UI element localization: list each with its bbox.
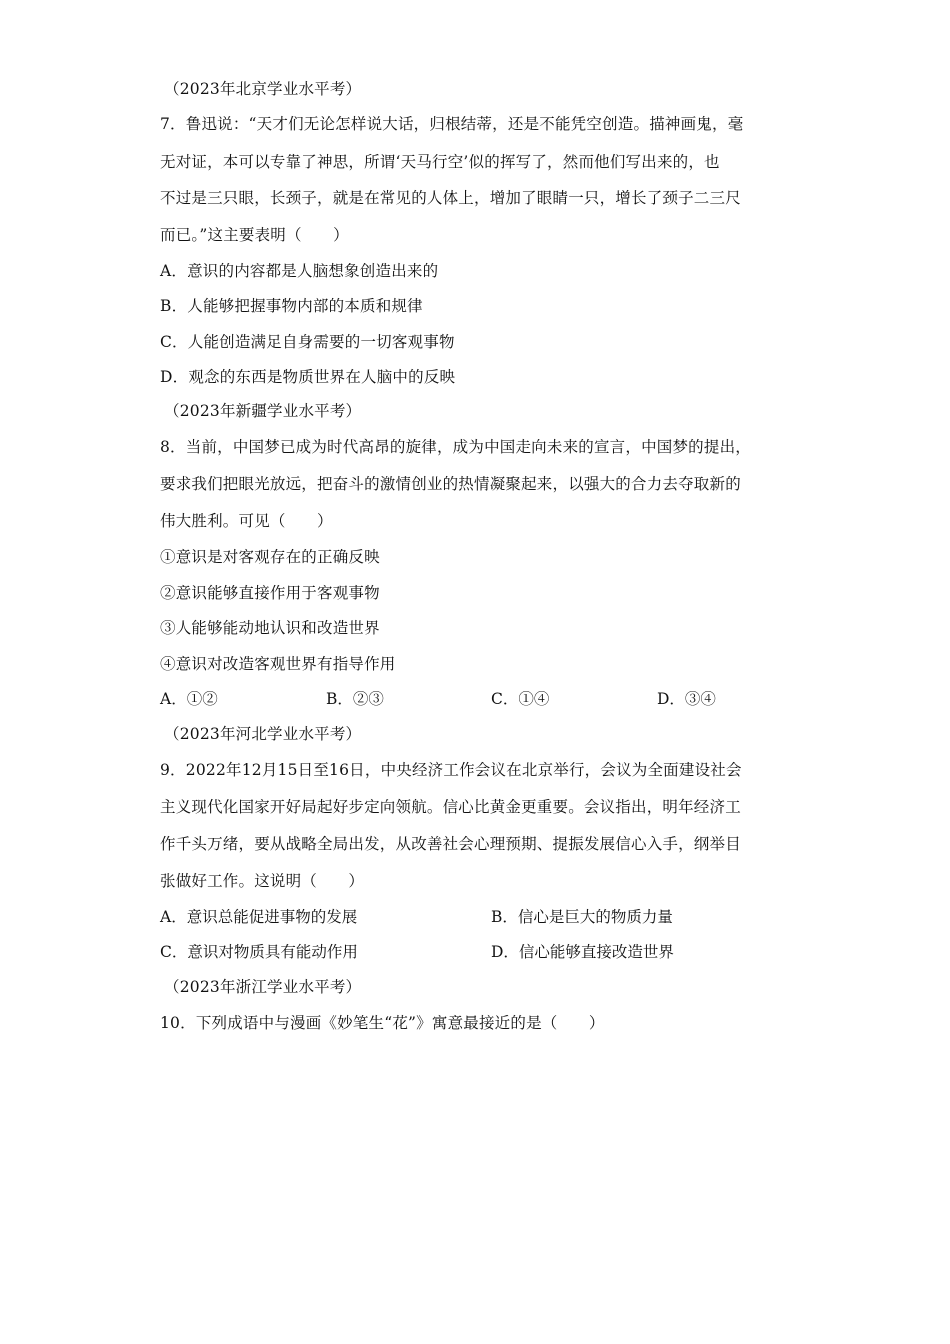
q7-option-c: C．人能创造满足自身需要的一切客观事物: [160, 333, 455, 351]
q8-option-b: B．②③: [326, 690, 384, 708]
q9-option-b: B．信心是巨大的物质力量: [491, 908, 673, 926]
q9-option-c: C．意识对物质具有能动作用: [160, 943, 358, 961]
q8-option-a: A．①②: [160, 690, 218, 708]
q8-statement-2: ②意识能够直接作用于客观事物: [160, 584, 380, 602]
q8-stem-line: 8．当前，中国梦已成为时代高昂的旋律，成为中国走向未来的宣言，中国梦的提出，: [160, 438, 751, 456]
q7-stem-line: 而已。”这主要表明（ ）: [160, 226, 349, 244]
q7-stem-line: 无对证，本可以专靠了神思，所谓‘天马行空’似的挥写了，然而他们写出来的，也: [160, 153, 720, 171]
q9-stem-line: 作千头万绪，要从战略全局出发，从改善社会心理预期、提振发展信心入手，纲举目: [160, 835, 741, 853]
q8-option-c: C．①④: [491, 690, 550, 708]
q7-source: （2023年北京学业水平考）: [164, 80, 362, 98]
q9-source: （2023年河北学业水平考）: [164, 725, 362, 743]
q7-option-d: D．观念的东西是物质世界在人脑中的反映: [160, 368, 456, 386]
q8-stem-line: 伟大胜利。可见（ ）: [160, 512, 333, 530]
q8-statement-3: ③人能够能动地认识和改造世界: [160, 619, 380, 637]
q9-stem-line: 9．2022年12月15日至16日，中央经济工作会议在北京举行，会议为全面建设社会: [160, 761, 742, 779]
q8-statement-1: ①意识是对客观存在的正确反映: [160, 548, 380, 566]
q9-option-a: A．意识总能促进事物的发展: [160, 908, 358, 926]
q7-option-a: A．意识的内容都是人脑想象创造出来的: [160, 262, 439, 280]
q10-stem-line: 10．下列成语中与漫画《妙笔生“花”》寓意最接近的是（ ）: [160, 1014, 605, 1032]
q7-option-b: B．人能够把握事物内部的本质和规律: [160, 297, 423, 315]
q8-stem-line: 要求我们把眼光放远，把奋斗的激情创业的热情凝聚起来，以强大的合力去夺取新的: [160, 475, 741, 493]
q7-stem-line: 7．鲁迅说：“天才们无论怎样说大话，归根结蒂，还是不能凭空创造。描神画鬼，毫: [160, 115, 744, 133]
q8-statement-4: ④意识对改造客观世界有指导作用: [160, 655, 396, 673]
q7-stem-line: 不过是三只眼，长颈子，就是在常见的人体上，增加了眼睛一只，增长了颈子二三尺: [160, 189, 741, 207]
q9-option-d: D．信心能够直接改造世界: [491, 943, 674, 961]
q9-stem-line: 张做好工作。这说明（ ）: [160, 872, 365, 890]
q9-stem-line: 主义现代化国家开好局起好步定向领航。信心比黄金更重要。会议指出，明年经济工: [160, 798, 741, 816]
q10-source: （2023年浙江学业水平考）: [164, 978, 362, 996]
q8-option-d: D．③④: [657, 690, 716, 708]
q8-source: （2023年新疆学业水平考）: [164, 402, 362, 420]
